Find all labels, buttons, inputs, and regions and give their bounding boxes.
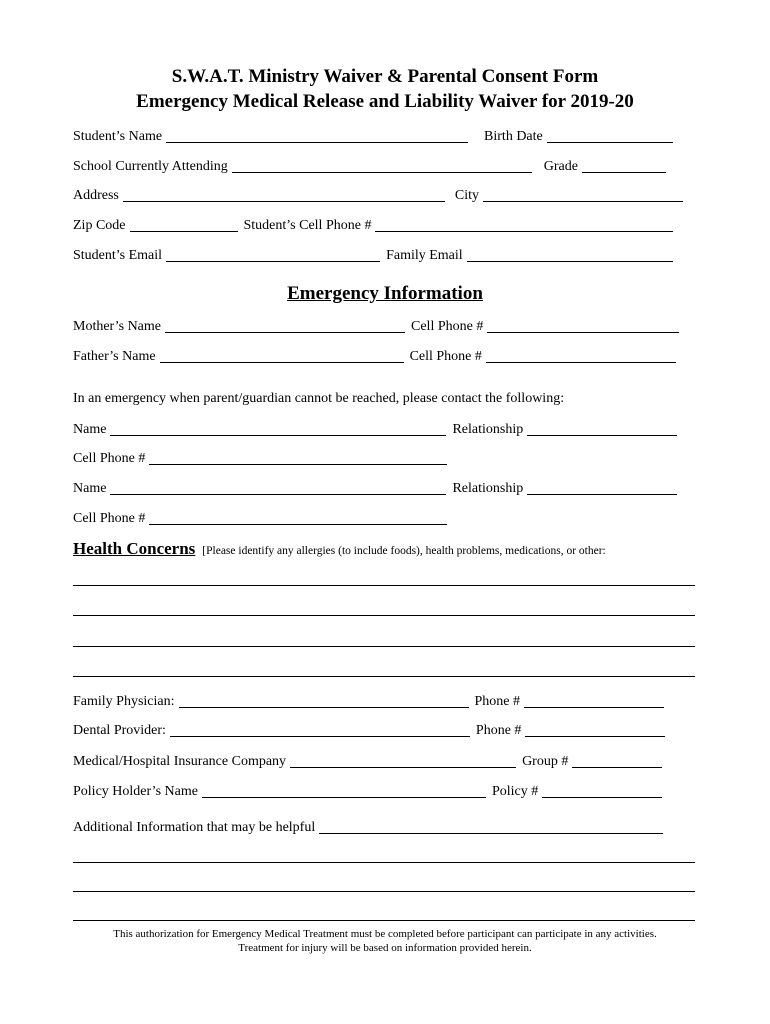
father-row [73,347,682,365]
physician-phone-label: Phone # [474,694,520,709]
group-label: Group # [522,754,569,769]
additional-field[interactable] [319,821,663,834]
contact2-relationship-label: Relationship [452,481,524,496]
contact1-name-field[interactable] [110,423,446,436]
contact1-row [73,420,683,438]
email-row [73,246,679,264]
father-cell-label: Cell Phone # [409,349,482,364]
address-field[interactable] [123,189,445,202]
physician-label: Family Physician: [73,694,175,709]
physician-phone-field[interactable] [524,695,664,708]
emergency-instruction: In an emergency when parent/guardian cannot be reached, please contact the following: [73,391,565,406]
policy-row [73,782,668,800]
father-name-field[interactable] [160,350,404,363]
additional-row [73,818,669,836]
contact2-cell-row [73,509,453,527]
group-field[interactable] [572,755,662,768]
dental-phone-field[interactable] [525,724,665,737]
policy-field[interactable] [542,785,662,798]
student-name-row [73,127,679,145]
form-subtitle: Emergency Medical Release and Liability Waiver for 2019-20 [136,91,634,112]
address-label: Address [73,188,119,203]
physician-field[interactable] [179,695,469,708]
dental-field[interactable] [170,724,470,737]
family-email-label: Family Email [386,248,463,263]
grade-label: Grade [543,159,578,174]
city-label: City [454,188,480,203]
student-cell-label: Student’s Cell Phone # [243,218,372,233]
grade-field[interactable] [582,160,666,173]
contact1-cell-label: Cell Phone # [73,451,146,466]
contact2-relationship-field[interactable] [527,482,677,495]
dental-phone-label: Phone # [475,723,522,738]
dental-label: Dental Provider: [73,723,166,738]
additional-label: Additional Information that may be helpful [73,820,316,835]
family-email-field[interactable] [467,249,673,262]
student-email-label: Student’s Email [73,248,163,263]
city-field[interactable] [483,189,683,202]
zip-row [73,216,679,234]
insurance-label: Medical/Hospital Insurance Company [73,754,287,769]
birth-date-label: Birth Date [484,129,543,144]
contact2-name-label: Name [73,481,107,496]
footer-treatment: Treatment for injury will be based on information provided herein. [238,942,532,954]
school-label: School Currently Attending [73,159,228,174]
emergency-heading: Emergency Information [287,283,483,304]
student-email-field[interactable] [166,249,380,262]
health-line-3[interactable] [73,645,695,647]
contact1-relationship-label: Relationship [452,422,524,437]
zip-label: Zip Code [73,218,126,233]
footer-authorization: This authorization for Emergency Medical Treatment must be completed before participant can participate in any activities. [113,928,657,940]
health-line-1[interactable] [73,584,695,586]
mother-row [73,317,685,335]
zip-field[interactable] [130,219,238,232]
insurance-field[interactable] [290,755,516,768]
mother-cell-field[interactable] [487,320,679,333]
health-concerns-note: [Please identify any allergies (to include foods), health problems, medications, or other: [202,545,606,557]
contact1-name-label: Name [73,422,107,437]
mother-name-field[interactable] [165,320,405,333]
contact2-cell-label: Cell Phone # [73,511,146,526]
contact2-row [73,479,683,497]
mother-cell-label: Cell Phone # [411,319,484,334]
policy-holder-label: Policy Holder’s Name [73,784,198,799]
contact2-cell-field[interactable] [149,512,447,525]
mother-name-label: Mother’s Name [73,319,161,334]
health-line-2[interactable] [73,614,695,616]
student-cell-field[interactable] [375,219,673,232]
school-field[interactable] [232,160,532,173]
additional-line-2[interactable] [73,890,695,892]
address-row [73,186,689,204]
health-concerns-header [73,539,606,559]
student-name-field[interactable] [166,130,468,143]
policy-holder-field[interactable] [202,785,486,798]
contact1-cell-row [73,449,453,467]
policy-label: Policy # [491,784,539,799]
school-row [73,157,672,175]
additional-line-1[interactable] [73,861,695,863]
student-name-label: Student’s Name [73,129,163,144]
contact1-relationship-field[interactable] [527,423,677,436]
father-cell-field[interactable] [486,350,676,363]
additional-line-3[interactable] [73,919,695,921]
dental-row [73,721,671,739]
health-line-4[interactable] [73,675,695,677]
contact1-cell-field[interactable] [149,452,447,465]
physician-row [73,692,670,710]
insurance-row [73,752,668,770]
form-title: S.W.A.T. Ministry Waiver & Parental Consent Form [171,66,599,87]
birth-date-field[interactable] [547,130,673,143]
father-name-label: Father’s Name [73,349,156,364]
contact2-name-field[interactable] [110,482,446,495]
health-concerns-heading: Health Concerns [73,539,196,558]
